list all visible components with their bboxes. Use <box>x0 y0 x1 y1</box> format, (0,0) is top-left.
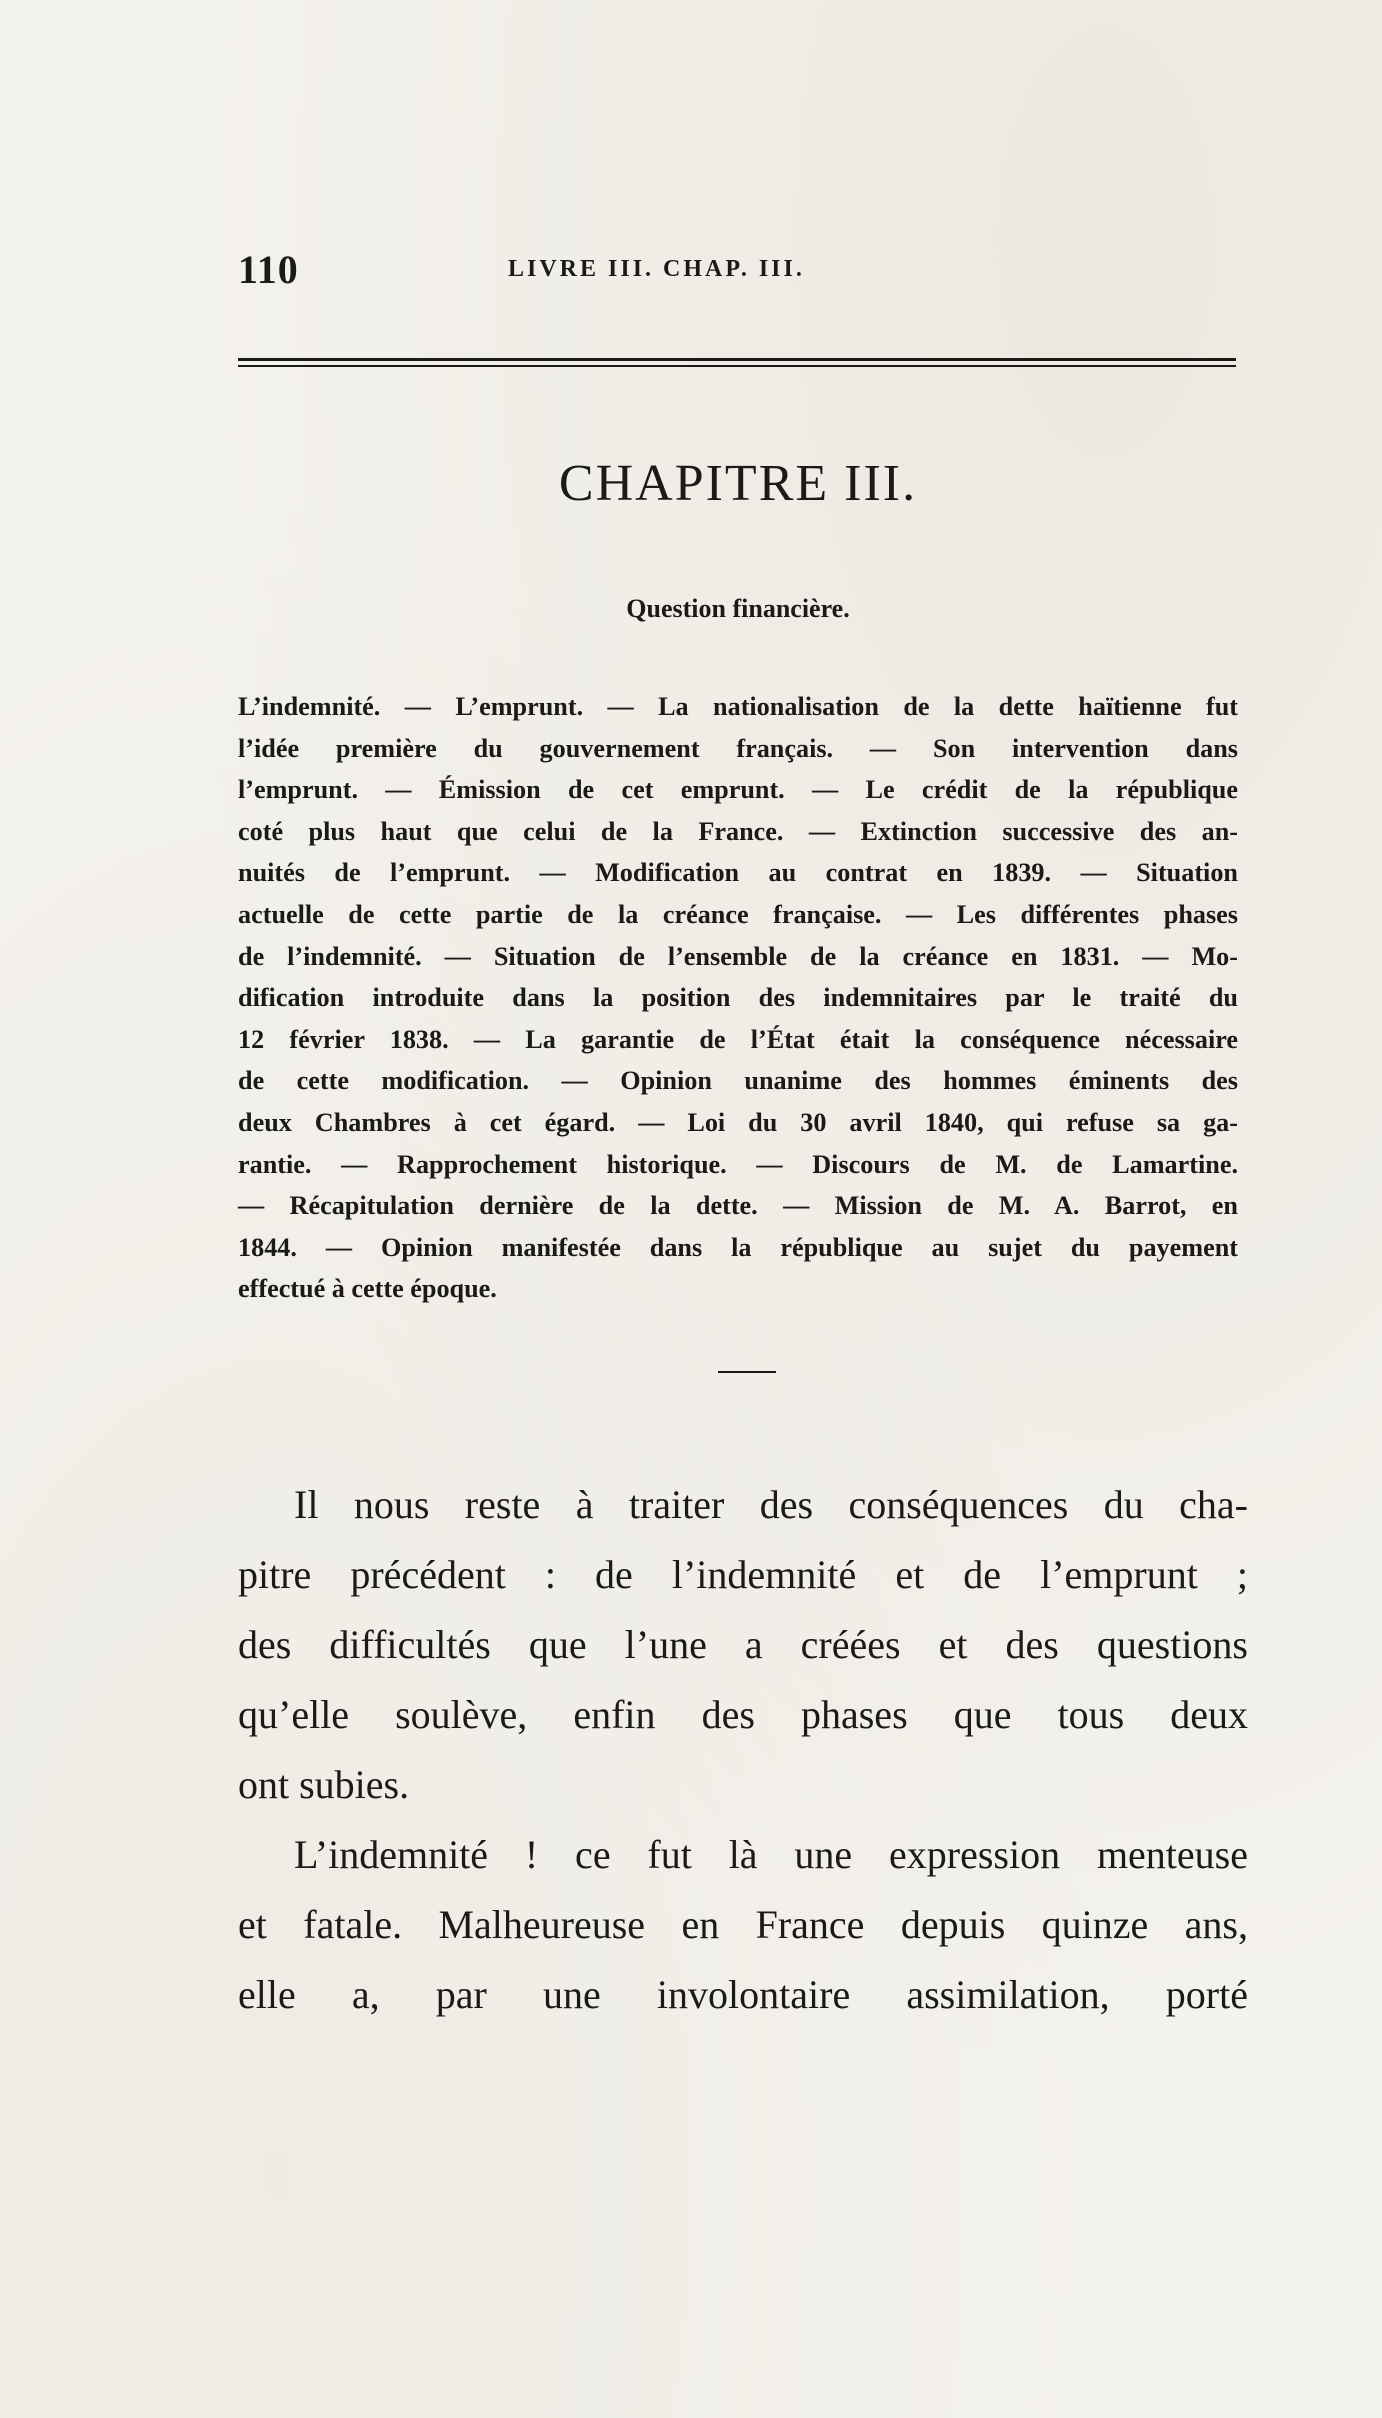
chapter-title: CHAPITRE III. <box>558 455 918 512</box>
summary-line: effectué à cette époque. <box>238 1274 497 1304</box>
body-line: ont subies. <box>238 1762 410 1807</box>
summary-line: actuelle de cette partie de la créance française. — Les différentes phases <box>238 899 1238 929</box>
chapter-summary <box>238 686 1238 1310</box>
body-line: L’indemnité ! ce fut là une expression menteuse <box>294 1832 1248 1877</box>
chapter-subtitle: Question financière. <box>626 594 850 623</box>
header-double-rule <box>238 358 1236 367</box>
summary-line: de l’indemnité. — Situation de l’ensemble de la créance en 1831. — Mo- <box>238 941 1238 971</box>
body-line: pitre précédent : de l’indemnité et de l’emprunt ; <box>238 1552 1248 1597</box>
body-text <box>238 1470 1248 2030</box>
body-line: elle a, par une involontaire assimilation, porté <box>238 1972 1248 2017</box>
running-head-title: LIVRE III. CHAP. III. <box>508 256 805 282</box>
summary-line: 12 février 1838. — La garantie de l’État était la conséquence nécessaire <box>238 1024 1238 1054</box>
body-line: Il nous reste à traiter des conséquences du cha- <box>294 1482 1248 1527</box>
summary-line: — Récapitulation dernière de la dette. — Mission de M. A. Barrot, en <box>238 1191 1238 1221</box>
summary-line: deux Chambres à cet égard. — Loi du 30 avril 1840, qui refuse sa ga- <box>238 1107 1238 1137</box>
summary-line: dification introduite dans la position des indemnitaires par le traité du <box>238 983 1238 1013</box>
summary-line: de cette modification. — Opinion unanime des hommes éminents des <box>238 1066 1238 1096</box>
body-line: des difficultés que l’une a créées et des questions <box>238 1622 1248 1667</box>
page-number: 110 <box>238 247 299 292</box>
body-line: et fatale. Malheureuse en France depuis quinze ans, <box>238 1902 1248 1947</box>
running-head <box>238 246 1238 296</box>
summary-line: coté plus haut que celui de la France. — Extinction successive des an- <box>238 816 1238 846</box>
summary-line: rantie. — Rapprochement historique. — Discours de M. de Lamartine. <box>238 1149 1238 1179</box>
summary-line: L’indemnité. — L’emprunt. — La nationalisation de la dette haïtienne fut <box>238 692 1238 721</box>
summary-line: l’emprunt. — Émission de cet emprunt. — Le crédit de la république <box>238 775 1238 805</box>
body-line: qu’elle soulève, enfin des phases que tous deux <box>238 1692 1248 1737</box>
summary-line: l’idée première du gouvernement français. — Son intervention dans <box>238 733 1238 763</box>
summary-line: nuités de l’emprunt. — Modification au contrat en 1839. — Situation <box>238 858 1238 888</box>
summary-line: 1844. — Opinion manifestée dans la république au sujet du payement <box>238 1232 1238 1262</box>
section-separator-rule <box>718 1371 776 1373</box>
